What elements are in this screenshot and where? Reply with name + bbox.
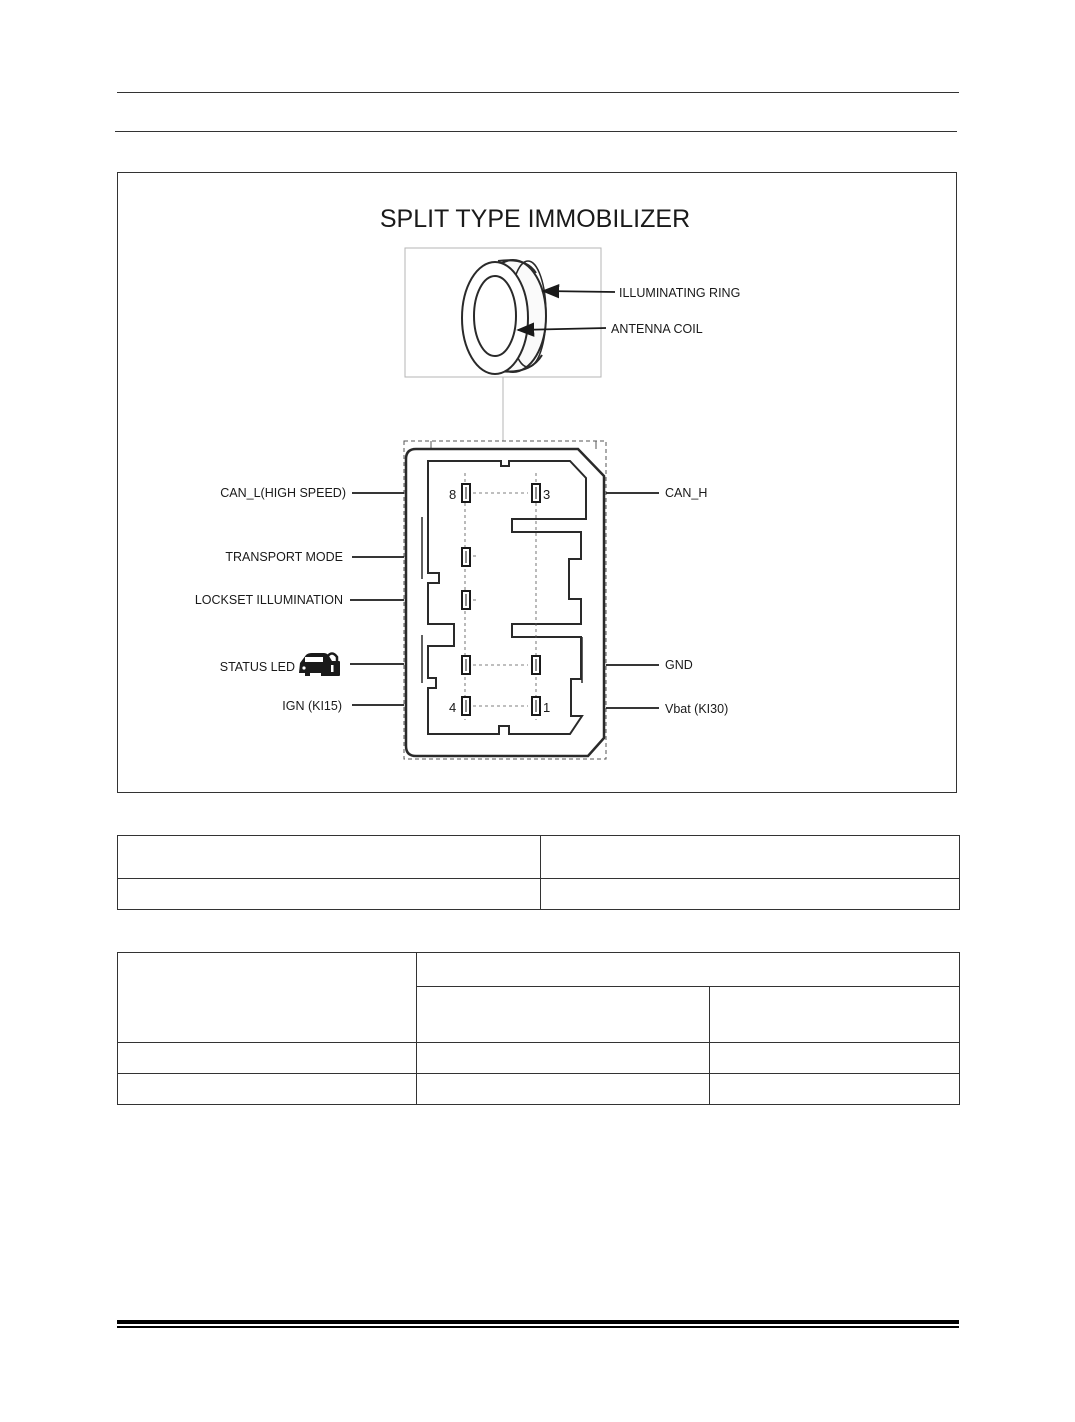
- pin-number-3: 3: [543, 487, 551, 502]
- table-cell: [118, 1043, 417, 1074]
- table-cell: [118, 836, 541, 879]
- vbat-label: Vbat (KI30): [665, 702, 729, 716]
- spec-table-2: [117, 952, 960, 1105]
- right-leader-lines: [606, 493, 659, 708]
- table-cell: [118, 879, 541, 910]
- immobilizer-figure: [117, 172, 957, 793]
- table-cell: [541, 836, 960, 879]
- pin-status-led: [462, 656, 470, 674]
- pin-1: [532, 697, 540, 715]
- transport-mode-label: TRANSPORT MODE: [225, 550, 343, 564]
- pin-number-4: 4: [449, 700, 457, 715]
- illuminating-ring-icon: [462, 260, 546, 374]
- lockset-illumination-label: LOCKSET ILLUMINATION: [194, 593, 343, 607]
- pin-lockset-illumination: [462, 591, 470, 609]
- can-l-label: CAN_L(HIGH SPEED): [220, 486, 346, 500]
- table-cell: [710, 1043, 960, 1074]
- table-row: [118, 879, 960, 910]
- header-rule-top: [117, 92, 959, 93]
- pin-4: [462, 697, 470, 715]
- pin-gnd: [532, 656, 540, 674]
- table-row: [118, 836, 960, 879]
- pin-transport-mode: [462, 548, 470, 566]
- gnd-label: GND: [665, 658, 693, 672]
- pin-number-8: 8: [449, 487, 457, 502]
- table-cell: [710, 1074, 960, 1105]
- table-cell: [710, 987, 960, 1043]
- antenna-coil-label: ANTENNA COIL: [611, 322, 703, 336]
- immobilizer-diagram: [118, 173, 956, 792]
- car-lock-icon: [299, 653, 340, 676]
- pin-guides: [465, 473, 536, 720]
- table-cell: [118, 1074, 417, 1105]
- illuminating-ring-label: ILLUMINATING RING: [619, 286, 741, 300]
- footer-rule-thin: [117, 1326, 959, 1328]
- table-cell: [118, 953, 417, 1043]
- status-led-label: STATUS LED: [219, 660, 295, 674]
- table-row: [118, 1074, 960, 1105]
- connector-housing: [406, 449, 604, 756]
- header-rule-bottom: [115, 131, 957, 132]
- can-h-label: CAN_H: [665, 486, 708, 500]
- table-row: [118, 953, 960, 987]
- table-cell: [417, 1074, 710, 1105]
- ign-label: IGN (KI15): [282, 699, 342, 713]
- pin-3: [532, 484, 540, 502]
- spec-table-1: [117, 835, 960, 910]
- table-cell: [541, 879, 960, 910]
- table-row: [118, 1043, 960, 1074]
- footer-rule-thick: [117, 1320, 959, 1324]
- left-leader-lines: [350, 493, 404, 705]
- table-cell: [417, 1043, 710, 1074]
- pin-8: [462, 484, 470, 502]
- table-cell: [417, 953, 960, 987]
- table-cell: [417, 987, 710, 1043]
- pin-number-1: 1: [543, 700, 551, 715]
- illuminating-ring-arrow: [543, 291, 615, 292]
- figure-title: SPLIT TYPE IMMOBILIZER: [379, 205, 691, 233]
